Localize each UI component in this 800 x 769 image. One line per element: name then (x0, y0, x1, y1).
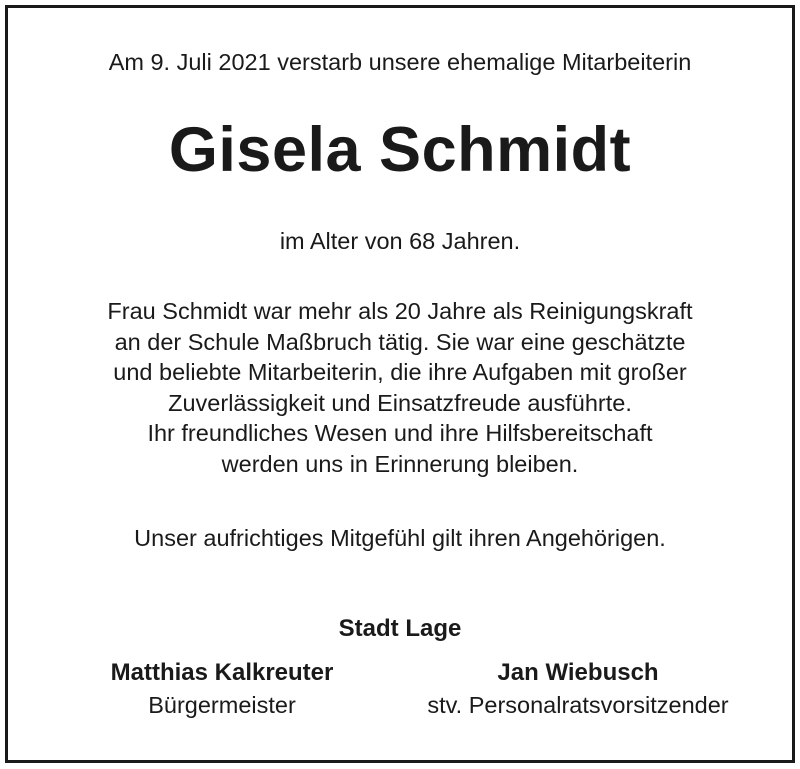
signatory-role: stv. Personalratsvorsitzender (427, 692, 729, 718)
condolence-text: Unser aufrichtiges Mitgefühl gilt ihren Angehörigen. (134, 525, 666, 551)
tribute-line: Ihr freundliches Wesen und ihre Hilfsbereitschaft (147, 420, 653, 447)
signatory-role: Bürgermeister (148, 692, 296, 718)
signatory-name: Jan Wiebusch (497, 659, 659, 686)
tribute-line: Frau Schmidt war mehr als 20 Jahre als Reinigungskraft (107, 298, 693, 324)
signatory-left (72, 657, 372, 721)
age-text: im Alter von 68 Jahren. (279, 228, 521, 254)
tribute-line: Zuverlässigkeit und Einsatzfreude ausführte. (168, 389, 632, 416)
organization-name: Stadt Lage (338, 615, 462, 642)
signatory-right (378, 657, 778, 721)
tribute-line: werden uns in Erinnerung bleiben. (221, 450, 579, 477)
tribute-line: und beliebte Mitarbeiterin, die ihre Aufgaben mit großer (113, 359, 687, 386)
intro-text: Am 9. Juli 2021 verstarb unsere ehemalige Mitarbeiterin (108, 49, 692, 75)
tribute-paragraph (0, 296, 800, 480)
tribute-line: an der Schule Maßbruch tätig. Sie war eine geschätzte (114, 328, 686, 355)
signatory-name: Matthias Kalkreuter (110, 659, 334, 686)
deceased-name: Gisela Schmidt (168, 115, 632, 185)
